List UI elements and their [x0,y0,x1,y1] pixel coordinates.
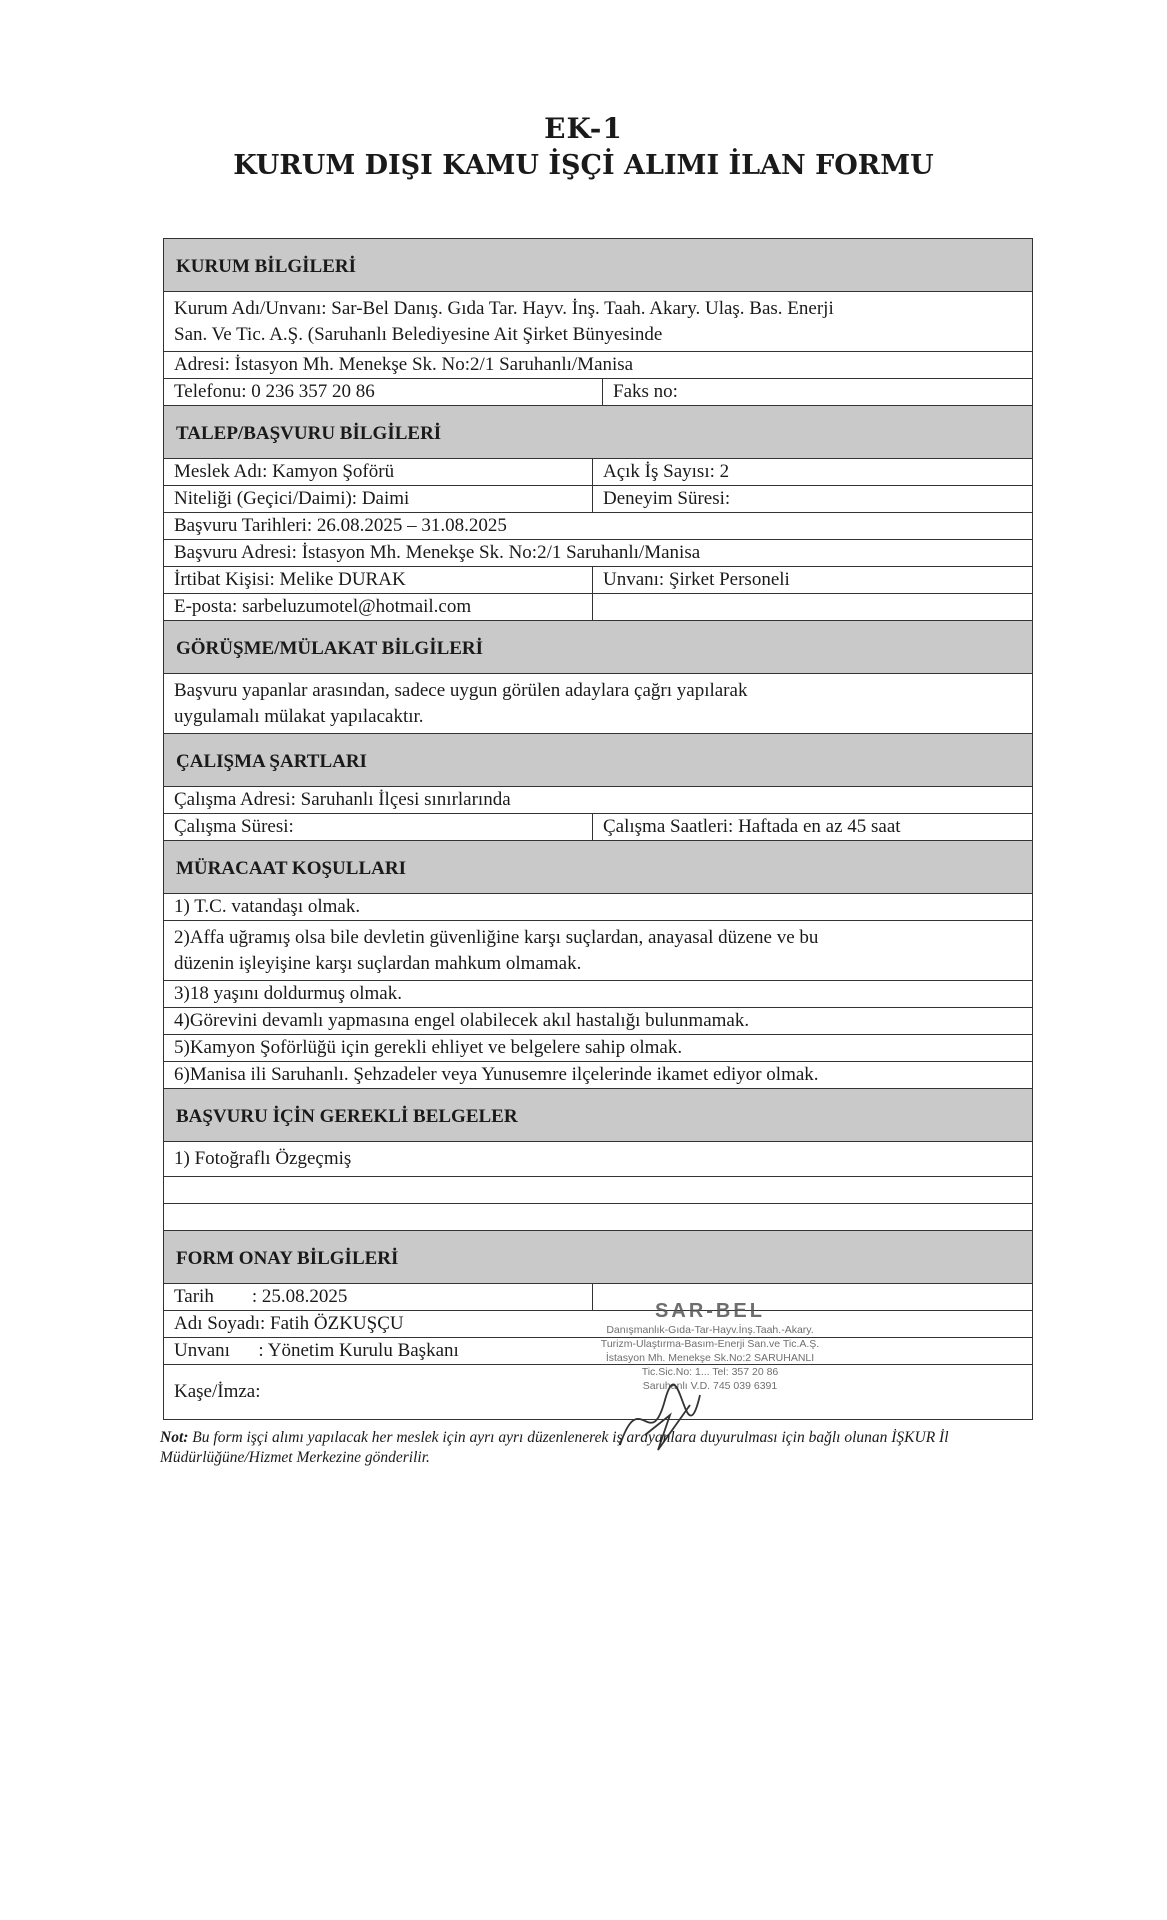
form-title: KURUM DIŞI KAMU İŞÇİ ALIMI İLAN FORMU [233,150,934,181]
contact-title: Unvanı: Şirket Personeli [603,569,790,590]
interview-line1: Başvuru yapanlar arasından, sadece uygun görülen adaylara çağrı yapılarak [174,680,748,701]
empty-cell [164,1204,1032,1230]
calisma-address-row [164,787,1032,814]
condition-1: 1) T.C. vatandaşı olmak. [174,896,361,917]
kurum-phone-row [164,379,1032,406]
kurum-address-row [164,352,1032,379]
calisma-duration-row [164,814,1032,841]
condition-row [164,1008,1032,1035]
document-row-empty [164,1204,1032,1231]
stamp-line: Turizm-Ulaştırma-Basım-Enerji San.ve Tic.A.Ş. [600,1338,820,1350]
talep-profession-row [164,459,1032,486]
section-muracaat-heading: MÜRACAAT KOŞULLARI [164,841,1032,894]
condition-6: 6)Manisa ili Saruhanlı. Şehzadeler veya Yunusemre ilçelerinde ikamet ediyor olmak. [174,1064,819,1085]
talep-dates-row [164,513,1032,540]
approver-name: Adı Soyadı: Fatih ÖZKUŞÇU [174,1313,404,1334]
kurum-fax: Faks no: [613,381,678,402]
condition-row [164,921,1032,981]
talep-contact-row [164,567,1032,594]
condition-row [164,894,1032,921]
annex-label: EK-1 [544,112,623,145]
interview-info [164,674,1032,733]
section-calisma-heading: ÇALIŞMA ŞARTLARI [164,734,1032,787]
kurum-name-row [164,292,1032,352]
condition-5: 5)Kamyon Şoförlüğü için gerekli ehliyet ve belgelere sahip olmak. [174,1037,683,1058]
section-kurum-heading: KURUM BİLGİLERİ [164,239,1032,292]
kurum-phone: Telefonu: 0 236 357 20 86 [164,379,603,405]
work-address: Çalışma Adresi: Saruhanlı İlçesi sınırlarında [174,789,511,810]
application-dates: Başvuru Tarihleri: 26.08.2025 – 31.08.2025 [174,515,507,536]
kurum-address: Adresi: İstasyon Mh. Menekşe Sk. No:2/1 Saruhanlı/Manisa [174,354,634,375]
open-jobs: Açık İş Sayısı: 2 [603,461,730,482]
condition-row [164,1035,1032,1062]
condition-2-line2: düzenin işleyişine karşı suçlardan mahkum olmamak. [174,953,582,974]
announcement-form [163,238,1033,1420]
work-hours: Çalışma Saatleri: Haftada en az 45 saat [603,816,901,837]
condition-3: 3)18 yaşını doldurmuş olmak. [174,983,402,1004]
section-onay-heading: FORM ONAY BİLGİLERİ [164,1231,1032,1284]
kurum-name-line1: Kurum Adı/Unvanı: Sar-Bel Danış. Gıda Tar. Hayv. İnş. Taah. Akary. Ulaş. Bas. Enerji [174,298,834,319]
contact-email: E-posta: sarbeluzumotel@hotmail.com [164,594,593,620]
gorusme-text-row [164,674,1032,734]
condition-4: 4)Görevini devamlı yapmasına engel olabilecek akıl hastalığı bulunmamak. [174,1010,750,1031]
experience: Deneyim Süresi: [603,488,731,509]
stamp-line: Tic.Sic.No: 1... Tel: 357 20 86 [641,1366,779,1378]
condition-row [164,1062,1032,1089]
work-duration: Çalışma Süresi: [164,814,593,840]
stamp-line: Saruhanlı V.D. 745 039 6391 [642,1380,778,1392]
contact-person: İrtibat Kişisi: Melike DURAK [164,567,593,593]
section-belgeler-heading: BAŞVURU İÇİN GEREKLİ BELGELER [164,1089,1032,1142]
condition-2 [164,921,1032,980]
document-1: 1) Fotoğraflı Özgeçmiş [174,1148,352,1169]
application-address: Başvuru Adresi: İstasyon Mh. Menekşe Sk. No:2/1 Saruhanlı/Manisa [174,542,701,563]
section-talep-heading: TALEP/BAŞVURU BİLGİLERİ [164,406,1032,459]
condition-row [164,981,1032,1008]
kurum-name [164,292,1032,351]
stamp-line: Danışmanlık-Gıda-Tar-Hayv.İnş.Taah.-Akary. [606,1324,814,1336]
condition-2-line1: 2)Affa uğramış olsa bile devletin güvenliğine karşı suçlardan, anayasal düzene ve bu [174,927,819,948]
kurum-name-line2: San. Ve Tic. A.Ş. (Saruhanlı Belediyesine Ait Şirket Bünyesinde [174,324,663,345]
approval-date: Tarih : 25.08.2025 [164,1284,593,1310]
interview-line2: uygulamalı mülakat yapılacaktır. [174,706,424,727]
profession: Meslek Adı: Kamyon Şoförü [164,459,593,485]
document-row [164,1142,1032,1177]
stamp-signature-label: Kaşe/İmza: [174,1381,261,1402]
note-label: Not: [160,1429,189,1446]
footer-note [160,1428,1040,1468]
stamp-company-name: SAR-BEL [655,1300,765,1322]
document-row-empty [164,1177,1032,1204]
empty-cell [164,1177,1032,1203]
section-gorusme-heading: GÖRÜŞME/MÜLAKAT BİLGİLERİ [164,621,1032,674]
nature: Niteliği (Geçici/Daimi): Daimi [164,486,593,512]
talep-address-row [164,540,1032,567]
talep-nature-row [164,486,1032,513]
empty-cell [593,594,1032,620]
note-text: Bu form işçi alımı yapılacak her meslek için ayrı ayrı düzenlenerek iş arayanlara duyurulması için bağlı olunan İŞKUR İl Müdürlüğüne/Hizmet Merkezine gönderilir. [160,1429,949,1466]
stamp-line: İstasyon Mh. Menekşe Sk.No:2 SARUHANLI [605,1352,815,1364]
approver-title: Unvanı : Yönetim Kurulu Başkanı [174,1340,459,1361]
talep-email-row [164,594,1032,621]
